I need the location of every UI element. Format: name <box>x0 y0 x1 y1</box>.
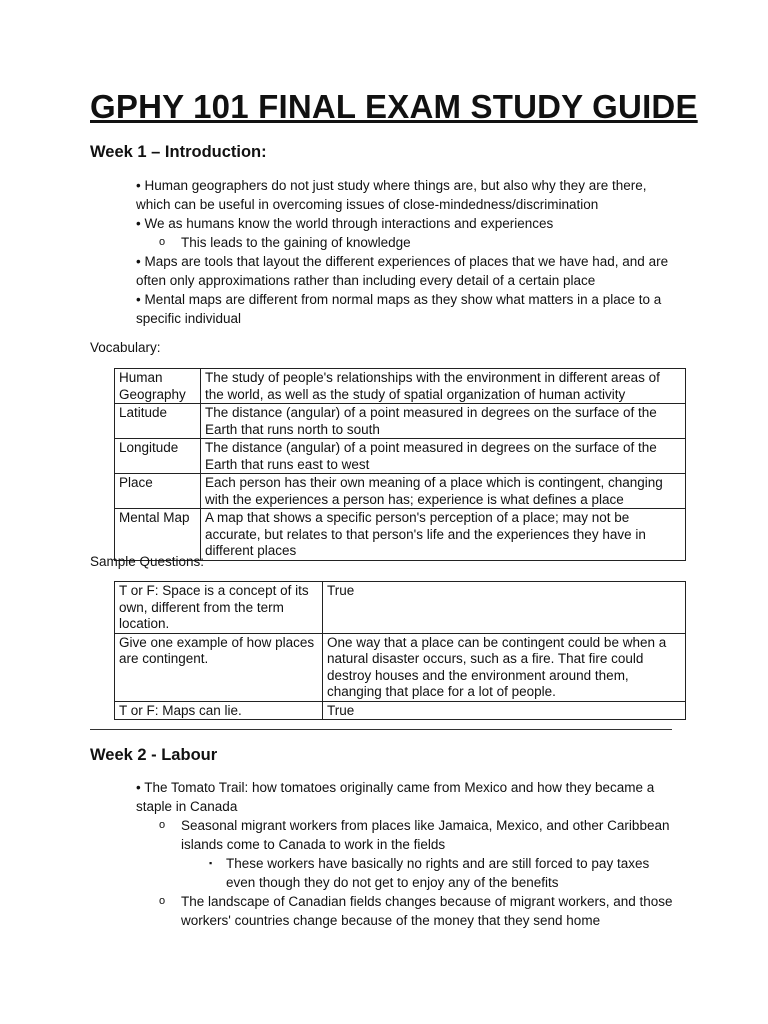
sub-list-item: o Seasonal migrant workers from places like Jamaica, Mexico, and other Caribbean islands come to Canada to work in the fields <box>159 818 670 852</box>
answer-cell: True <box>323 582 686 634</box>
bullet-marker: • <box>136 216 141 231</box>
week2-bullet-list <box>136 778 676 930</box>
vocab-definition: The study of people's relationships with the environment in different areas of the world, as well as the study of spatial organization of human activity <box>201 369 686 404</box>
vocab-definition: The distance (angular) of a point measured in degrees on the surface of the Earth that runs east to west <box>201 439 686 474</box>
vocab-definition: Each person has their own meaning of a place which is contingent, changing with the experiences a person has; experience is what defines a place <box>201 474 686 509</box>
square-bullet-marker: ▪ <box>209 858 213 868</box>
vocab-term: Latitude <box>115 404 201 439</box>
question-cell: T or F: Space is a concept of its own, different from the term location. <box>115 582 323 634</box>
sample-questions-table <box>114 581 686 720</box>
vocab-term: Longitude <box>115 439 201 474</box>
week1-heading: Week 1 – Introduction: <box>90 143 267 161</box>
question-cell: Give one example of how places are contingent. <box>115 633 323 701</box>
vocabulary-table <box>114 368 686 561</box>
list-item: • We as humans know the world through interactions and experiences <box>136 216 554 231</box>
sub-list-item: o This leads to the gaining of knowledge <box>159 235 411 250</box>
page-title: GPHY 101 FINAL EXAM STUDY GUIDE <box>90 88 698 125</box>
table-row <box>115 582 686 634</box>
list-item: • Mental maps are different from normal maps as they show what matters in a place to a specific individual <box>136 292 662 326</box>
vocab-definition: The distance (angular) of a point measured in degrees on the surface of the Earth that runs north to south <box>201 404 686 439</box>
section-divider <box>90 729 672 730</box>
sample-questions-label: Sample Questions: <box>90 554 205 569</box>
vocabulary-label: Vocabulary: <box>90 340 161 355</box>
table-row <box>115 474 686 509</box>
sub-bullet-marker: o <box>159 819 166 831</box>
answer-cell: True <box>323 701 686 720</box>
list-item: • The Tomato Trail: how tomatoes originally came from Mexico and how they became a staple in Canada <box>136 780 655 814</box>
sub-bullet-marker: o <box>159 236 166 248</box>
bullet-marker: • <box>136 292 141 307</box>
table-row <box>115 509 686 561</box>
table-row <box>115 633 686 701</box>
sub-bullet-marker: o <box>159 895 166 907</box>
bullet-marker: • <box>136 254 141 269</box>
bullet-marker: • <box>136 178 141 193</box>
week2-heading: Week 2 - Labour <box>90 746 218 764</box>
answer-cell: One way that a place can be contingent could be when a natural disaster occurs, such as a fire. That fire could destroy houses and the environment around them, changing that place for a lot of people. <box>323 633 686 701</box>
vocab-term: Place <box>115 474 201 509</box>
list-item: • Maps are tools that layout the different experiences of places that we have had, and are often only approximations rather than including every detail of a certain place <box>136 254 669 288</box>
table-row <box>115 439 686 474</box>
sub-list-item: o The landscape of Canadian fields changes because of migrant workers, and those workers' countries change because of the money that they send home <box>159 894 673 928</box>
vocab-term: Human Geography <box>115 369 201 404</box>
sub-sub-list-item: ▪ These workers have basically no rights and are still forced to pay taxes even though they do not get to enjoy any of the benefits <box>209 856 650 890</box>
table-row <box>115 369 686 404</box>
vocab-term: Mental Map <box>115 509 201 561</box>
week1-bullet-list <box>136 176 676 328</box>
list-item: • Human geographers do not just study where things are, but also why they are there, which can be useful in overcoming issues of close-mindedness/discrimination <box>136 178 647 212</box>
vocab-definition: A map that shows a specific person's perception of a place; may not be accurate, but relates to that person's life and the experiences they have in different places <box>201 509 686 561</box>
question-cell: T or F: Maps can lie. <box>115 701 323 720</box>
table-row <box>115 404 686 439</box>
table-row <box>115 701 686 720</box>
bullet-marker: • <box>136 780 141 795</box>
